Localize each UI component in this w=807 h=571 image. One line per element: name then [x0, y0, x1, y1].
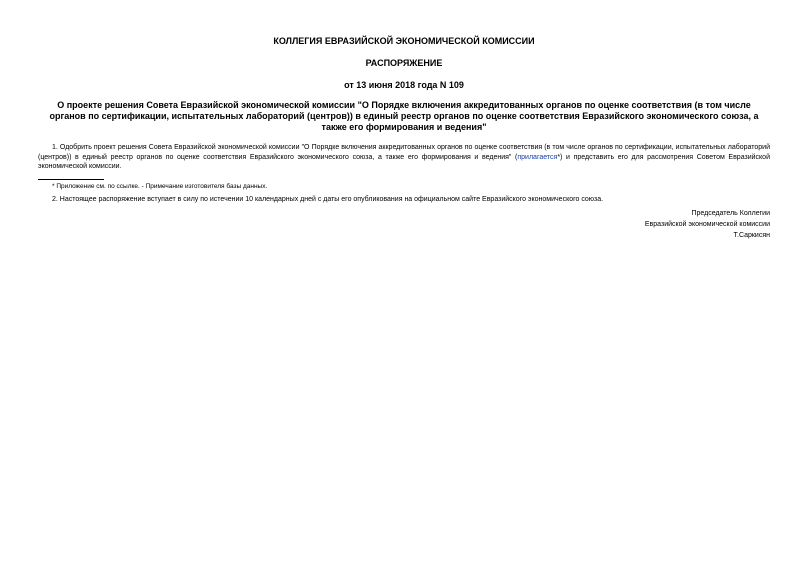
paragraph-2: 2. Настоящее распоряжение вступает в силу по истечении 10 календарных дней с даты его опубликования на официальном сайте Евразийского экономического союза.: [52, 195, 604, 203]
document-page: [38, 30, 770, 241]
signature-position-line-2: Евразийской экономической комиссии: [644, 221, 770, 228]
footnote: * Приложение см. по ссылке. - Примечание изготовителя базы данных.: [52, 182, 268, 190]
signatory-name: Т.Саркисян: [733, 232, 770, 239]
signature-position-line-1: Председатель Коллегии: [691, 210, 770, 217]
document-date: от 13 июня 2018 года N 109: [344, 80, 464, 90]
paragraph-1: [38, 143, 770, 172]
document-type-heading: РАСПОРЯЖЕНИЕ: [365, 58, 443, 68]
attachment-link[interactable]: прилагается: [517, 153, 558, 161]
organization-heading: КОЛЛЕГИЯ ЕВРАЗИЙСКОЙ ЭКОНОМИЧЕСКОЙ КОМИССИИ: [273, 36, 535, 46]
footnote-divider: [38, 179, 104, 180]
document-title: О проекте решения Совета Евразийской экономической комиссии "О Порядке включения аккредитованных органов по оценке соответствия (в том числе органов по сертификации, испытательных лабораторий (центров)) в единый реестр органов по оценке соответствия Евразийского экономического союза, а также его формирования и ведения": [49, 100, 759, 132]
signature-block: [38, 208, 770, 241]
paragraph-1-text-end: *) и представить его для рассмотрения Советом Евразийской экономической комиссии.: [38, 153, 770, 170]
paragraph-1-text-start: 1. Одобрить проект решения Совета Евразийской экономической комиссии "О Порядке включения аккредитованных органов по оценке соответствия (в том числе органов по сертификации, испытательных лабораторий (центров)) в единый реестр органов по оценке соответствия Евразийского экономического союза, а также его формирования и ведения" (: [38, 144, 770, 161]
